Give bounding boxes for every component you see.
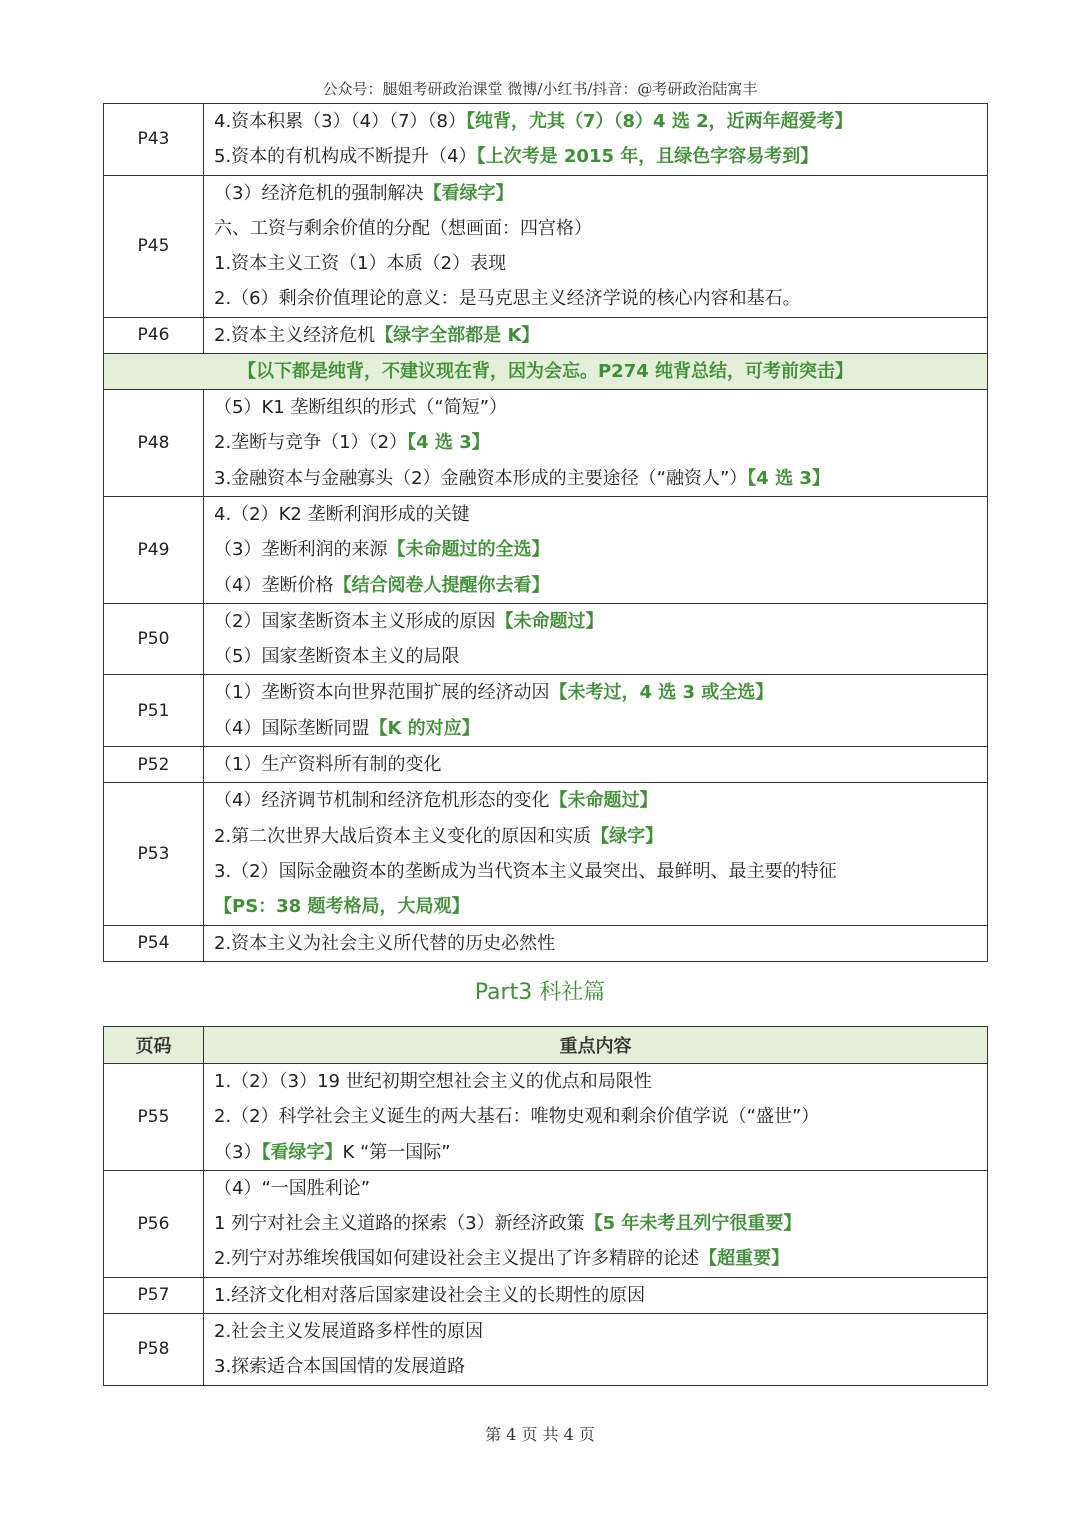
- highlight-note: 【未命题过】: [549, 790, 658, 812]
- table-row: [104, 675, 988, 747]
- highlight-note: 【未命题过】: [495, 610, 604, 632]
- table-row: [104, 1277, 988, 1313]
- content-cell: [204, 390, 988, 497]
- content-cell: [204, 104, 988, 176]
- page-header: 公众号：腿姐考研政治课堂 微博/小红书/抖音：@考研政治陆寓丰: [322, 80, 758, 98]
- content-line: [214, 854, 977, 889]
- content-text: 2.第二次世界大战后资本主义变化的原因和实质: [214, 825, 592, 847]
- highlight-note: 【5 年未考且列宁很重要】: [584, 1213, 802, 1235]
- content-text: 4.资本积累（3）（4）（7）（8）: [214, 111, 466, 132]
- content-text: 1.（2）（3）19 世纪初期空想社会主义的优点和局限性: [214, 1071, 652, 1092]
- banner-row: [104, 354, 988, 390]
- highlight-note: 【绿字全部都是 K】: [375, 324, 540, 346]
- highlight-note: 【绿字】: [591, 825, 664, 847]
- content-lines: [204, 1314, 987, 1385]
- content-line: [214, 1099, 977, 1134]
- page-code-cell: P49: [104, 496, 204, 603]
- content-text: 1 列宁对社会主义道路的探索（3）新经济政策: [214, 1213, 585, 1235]
- content-lines: [204, 318, 987, 353]
- content-cell: [204, 925, 988, 961]
- content-line: [214, 176, 977, 211]
- content-line: [214, 461, 977, 496]
- content-cell: [204, 317, 988, 353]
- highlight-note: 【超重要】: [699, 1248, 790, 1270]
- content-line: [214, 425, 977, 460]
- content-text: 3.（2）国际金融资本的垄断成为当代资本主义最突出、最鲜明、最主要的特征: [214, 860, 837, 882]
- section-title: Part3 科社篇: [474, 980, 606, 1005]
- content-line: [214, 497, 977, 532]
- content-cell: [204, 1170, 988, 1277]
- content-cell: [204, 1277, 988, 1313]
- table-header-row: [104, 1027, 988, 1064]
- content-line: [214, 318, 977, 353]
- content-text: （4）经济调节机制和经济危机形态的变化: [214, 790, 550, 812]
- content-text: 5.资本的有机构成不断提升（4）: [214, 146, 477, 168]
- content-text: 3.探索适合本国国情的发展道路: [214, 1356, 466, 1378]
- content-lines: [204, 176, 987, 317]
- page-code-cell: P43: [104, 104, 204, 176]
- content-text: 2.社会主义发展道路多样性的原因: [214, 1321, 484, 1343]
- content-text: （4）垄断价格: [214, 574, 334, 596]
- content-line: [214, 1135, 977, 1170]
- highlight-note: 【未命题过的全选】: [387, 539, 550, 561]
- table-row: [104, 104, 988, 176]
- content-line: [214, 1206, 977, 1241]
- table-row: [104, 175, 988, 317]
- content-line: [214, 1278, 977, 1313]
- page-code-cell: P56: [104, 1170, 204, 1277]
- content-line: [214, 281, 977, 316]
- table-row: [104, 1170, 988, 1277]
- content-cell: [204, 175, 988, 317]
- content-text: （2）国家垄断资本主义形成的原因: [214, 610, 496, 632]
- highlight-note: 【未考过，4 选 3 或全选】: [549, 682, 774, 704]
- highlight-note: 【结合阅卷人提醒你去看】: [333, 574, 550, 596]
- content-line: [214, 675, 977, 710]
- content-line: [214, 783, 977, 818]
- highlight-note: 【纯背，尤其（7）（8）4 选 2，近两年超爱考】: [465, 111, 853, 132]
- content-text: 4.（2）K2 垄断利润形成的关键: [214, 503, 470, 525]
- content-line: [214, 747, 977, 782]
- page-code-cell: P45: [104, 175, 204, 317]
- content-line: [214, 604, 977, 639]
- content-line: [214, 926, 977, 961]
- content-text: 1.资本主义工资（1）本质（2）表现: [214, 253, 507, 275]
- content-cell: [204, 783, 988, 925]
- page-code-cell: P57: [104, 1277, 204, 1313]
- content-cell: [204, 496, 988, 603]
- highlight-note: 【K 的对应】: [369, 717, 480, 739]
- content-line: [214, 1171, 977, 1206]
- page-code-cell: P46: [104, 317, 204, 353]
- content-line: [214, 568, 977, 603]
- content-text: 3.金融资本与金融寡头（2）金融资本形成的主要途径（“融资人”）: [214, 467, 748, 489]
- content-lines: [204, 1171, 987, 1277]
- content-cell: [204, 1064, 988, 1171]
- content-line: [214, 532, 977, 567]
- content-line: [214, 139, 977, 174]
- content-text: （3）经济危机的强制解决: [214, 182, 424, 204]
- content-line: [214, 819, 977, 854]
- table-row: [104, 925, 988, 961]
- highlight-note: 【4 选 3】: [407, 432, 490, 454]
- content-line: [214, 1064, 977, 1099]
- table-row: [104, 317, 988, 353]
- content-line: [214, 1349, 977, 1384]
- table-row: [104, 1064, 988, 1171]
- content-text: 2.（6）剩余价值理论的意义：是马克思主义经济学说的核心内容和基石。: [214, 288, 801, 310]
- page-code-cell: P55: [104, 1064, 204, 1171]
- page-code-cell: P51: [104, 675, 204, 747]
- content-text: （3）垄断利润的来源: [214, 539, 388, 561]
- content-lines: [204, 497, 987, 603]
- content-text: 六、工资与剩余价值的分配（想画面：四宫格）: [214, 217, 592, 239]
- content-line: [214, 639, 977, 674]
- content-line: [214, 1241, 977, 1276]
- highlight-note: 【看绿字】: [423, 182, 514, 204]
- content-text: 2.资本主义经济危机: [214, 324, 376, 346]
- page-code-cell: P48: [104, 390, 204, 497]
- content-lines: [204, 1064, 987, 1170]
- banner-note: 【以下都是纯背，不建议现在背，因为会忘。P274 纯背总结，可考前突击】: [104, 354, 988, 390]
- content-text: 2.列宁对苏维埃俄国如何建设社会主义提出了许多精辟的论述: [214, 1248, 700, 1270]
- content-text: （3）: [214, 1141, 262, 1163]
- content-line: [214, 889, 977, 924]
- content-text: （4）国际垄断同盟: [214, 717, 370, 739]
- content-line: [214, 246, 977, 281]
- table-row: [104, 783, 988, 925]
- page-code-cell: P54: [104, 925, 204, 961]
- study-table-economics: [103, 103, 988, 962]
- table-row: [104, 496, 988, 603]
- content-text: （1）垄断资本向世界范围扩展的经济动因: [214, 682, 550, 704]
- highlight-note: 【看绿字】: [261, 1141, 343, 1163]
- page-code-cell: P53: [104, 783, 204, 925]
- content-lines: [204, 604, 987, 675]
- content-cell: [204, 603, 988, 675]
- content-lines: [204, 104, 987, 175]
- header-page-code: 页码: [104, 1027, 204, 1064]
- highlight-note: 【4 选 3】: [747, 467, 830, 489]
- content-line: [214, 390, 977, 425]
- header-key-content: 重点内容: [204, 1027, 988, 1064]
- content-cell: [204, 1314, 988, 1386]
- study-table-socialism: [103, 1026, 988, 1386]
- content-line: [214, 711, 977, 746]
- content-text: 1.经济文化相对落后国家建设社会主义的长期性的原因: [214, 1284, 646, 1306]
- content-text: K “第一国际”: [342, 1141, 451, 1163]
- page-code-cell: P52: [104, 747, 204, 783]
- table-row: [104, 1314, 988, 1386]
- content-cell: [204, 747, 988, 783]
- content-text: 2.资本主义为社会主义所代替的历史必然性: [214, 932, 556, 954]
- table-row: [104, 390, 988, 497]
- content-text: （4）“一国胜利论”: [214, 1177, 371, 1199]
- page-footer: 第 4 页 共 4 页: [485, 1425, 595, 1444]
- content-lines: [204, 675, 987, 746]
- highlight-note: 【上次考是 2015 年，且绿色字容易考到】: [476, 146, 819, 168]
- content-text: （5）国家垄断资本主义的局限: [214, 646, 460, 668]
- content-text: 2.（2）科学社会主义诞生的两大基石：唯物史观和剩余价值学说（“盛世”）: [214, 1106, 820, 1128]
- page-code-cell: P50: [104, 603, 204, 675]
- content-lines: [204, 783, 987, 924]
- content-line: [214, 1314, 977, 1349]
- content-line: [214, 104, 977, 139]
- table-row: [104, 747, 988, 783]
- content-lines: [204, 390, 987, 496]
- content-text: 2.垄断与竞争（1）（2）: [214, 432, 408, 454]
- content-lines: [204, 926, 987, 961]
- content-text: （1）生产资料所有制的变化: [214, 754, 442, 776]
- page-code-cell: P58: [104, 1314, 204, 1386]
- content-lines: [204, 1278, 987, 1313]
- table-row: [104, 603, 988, 675]
- highlight-note: 【PS：38 题考格局，大局观】: [214, 896, 470, 918]
- content-line: [214, 211, 977, 246]
- content-lines: [204, 747, 987, 782]
- content-cell: [204, 675, 988, 747]
- content-text: （5）K1 垄断组织的形式（“简短”）: [214, 397, 508, 419]
